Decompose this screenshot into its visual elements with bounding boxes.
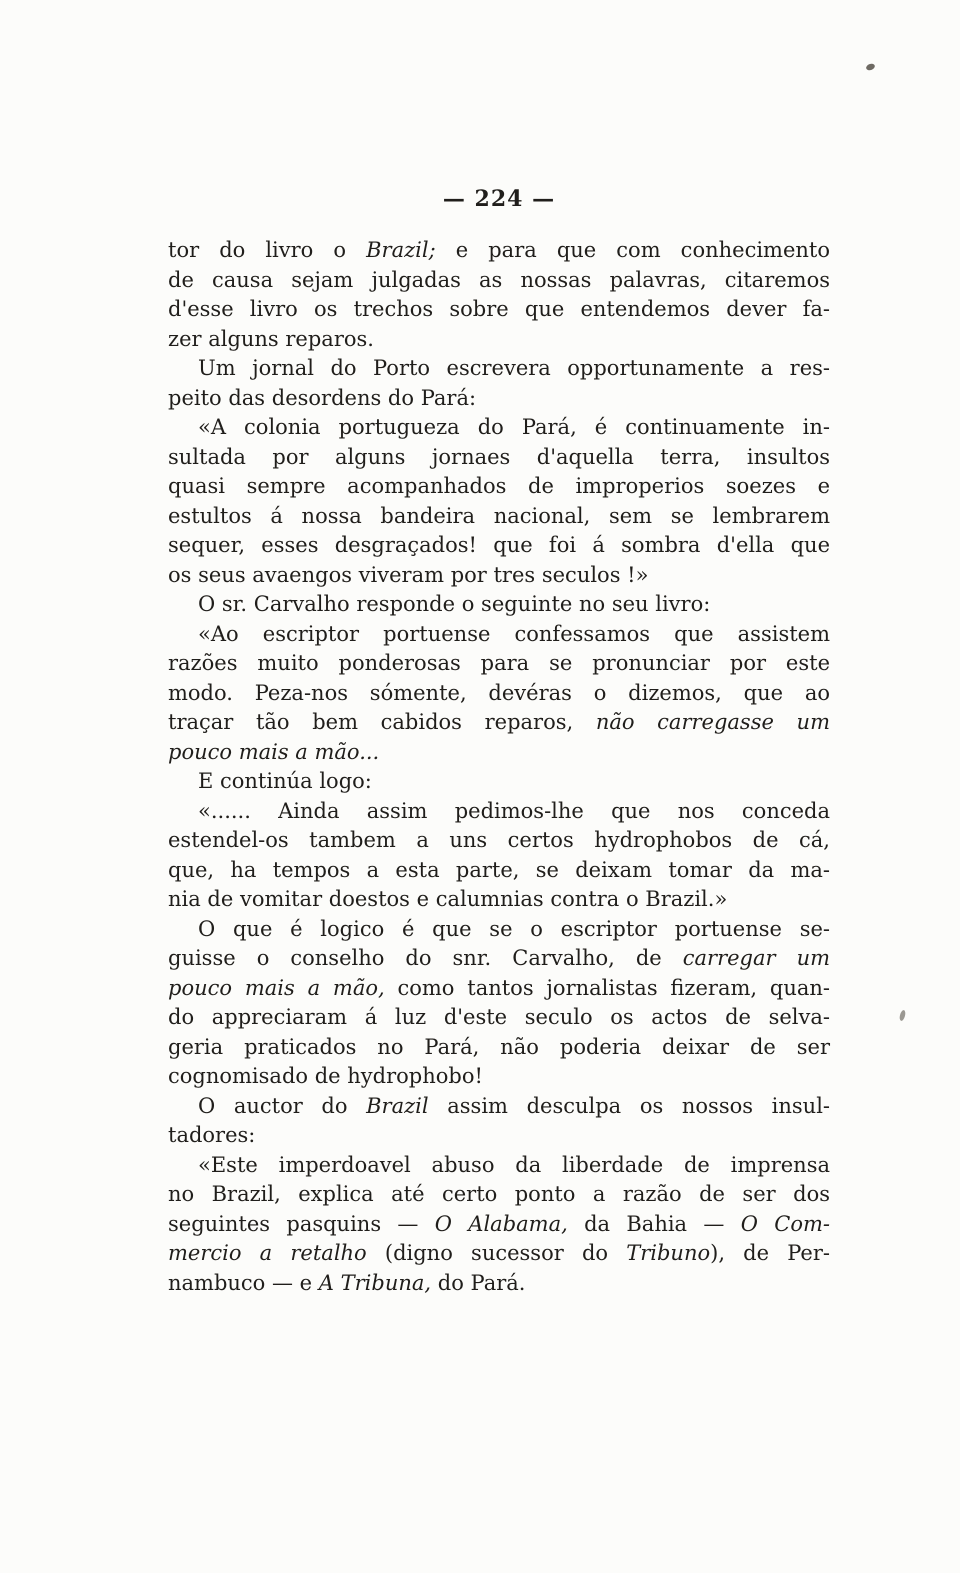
text-segment: Brazil;	[366, 238, 436, 262]
text-line	[168, 826, 830, 856]
text-line	[168, 1180, 830, 1210]
text-segment: nia de vomitar doestos e calumnias contra o Brazil.»	[168, 887, 728, 911]
text-segment: guisse o conselho do snr. Carvalho, de	[168, 946, 683, 970]
text-segment: modo. Peza-nos sómente, devéras o dizemos, que ao	[168, 680, 830, 705]
text-segment: (digno sucessor do	[366, 1241, 627, 1265]
text-line	[168, 767, 830, 797]
text-line	[168, 354, 830, 384]
text-segment: do Pará.	[431, 1270, 526, 1295]
text-segment: «A colonia portugueza do Pará, é continuamente in-	[198, 415, 830, 439]
text-line	[168, 590, 830, 620]
text-line	[168, 944, 830, 974]
paragraph	[168, 620, 830, 768]
text-line	[168, 974, 830, 1004]
text-segment: O que é logico é que se o escriptor portuense se-	[198, 916, 830, 941]
text-line	[168, 1121, 830, 1151]
paragraph	[168, 915, 830, 1092]
text-segment: cognomisado de hydrophobo!	[168, 1064, 483, 1088]
text-segment: O Com-	[740, 1211, 830, 1236]
text-segment: d'esse livro os trechos sobre que entendemos dever fa-	[168, 297, 830, 321]
text-segment: quasi sempre acompanhados de improperios soezes e	[168, 474, 830, 498]
text-segment: «Ao escriptor portuense confessamos que assistem	[198, 621, 830, 646]
text-segment: peito das desordens do Pará:	[168, 385, 477, 410]
text-line	[168, 1003, 830, 1033]
text-segment: O auctor do	[198, 1093, 367, 1118]
text-segment: de causa sejam julgadas as nossas palavras, citaremos	[168, 267, 830, 292]
paragraph	[168, 797, 830, 915]
text-segment: tadores:	[168, 1123, 256, 1147]
text-line	[168, 384, 830, 414]
text-segment: no Brazil, explica até certo ponto a razão de ser dos	[168, 1182, 830, 1206]
text-segment: como tantos jornalistas fizeram, quan-	[384, 975, 830, 1000]
text-segment: mercio a retalho	[168, 1241, 367, 1265]
text-segment: traçar tão bem cabidos reparos,	[168, 710, 596, 734]
page-body	[168, 236, 830, 1298]
text-segment: estendel-os tambem a uns certos hydrophobos de cá,	[168, 828, 830, 852]
page-number: — 224 —	[442, 186, 556, 212]
text-segment: Brazil	[366, 1093, 429, 1118]
scan-artifact	[865, 63, 876, 72]
text-segment: «Este imperdoavel abuso da liberdade de imprensa	[198, 1152, 830, 1177]
text-line	[168, 856, 830, 886]
text-segment: do appreciaram á luz d'este seculo os actos de selva-	[168, 1005, 830, 1029]
text-segment: pouco mais a mão...	[168, 739, 380, 764]
text-line	[168, 531, 830, 561]
text-line	[168, 620, 830, 650]
text-segment: zer alguns reparos.	[168, 326, 374, 351]
text-segment: O Alabama,	[434, 1211, 568, 1236]
paragraph	[168, 767, 830, 797]
text-segment: sequer, esses desgraçados! que foi á sombra d'ella que	[168, 533, 830, 557]
text-segment: ), de Per-	[710, 1241, 830, 1265]
text-segment: razões muito ponderosas para se pronunciar por este	[168, 651, 830, 675]
text-segment: os seus avaengos viveram por tres seculos !»	[168, 562, 649, 587]
paragraph	[168, 413, 830, 590]
paragraph	[168, 590, 830, 620]
text-segment: da Bahia —	[567, 1211, 741, 1236]
text-segment: seguintes pasquins —	[168, 1211, 435, 1236]
paragraph	[168, 1151, 830, 1299]
text-line	[168, 915, 830, 945]
text-segment: nambuco — e	[168, 1270, 319, 1295]
text-line	[168, 1151, 830, 1181]
text-line	[168, 1033, 830, 1063]
text-line	[168, 325, 830, 355]
text-line	[168, 443, 830, 473]
text-segment: O sr. Carvalho responde o seguinte no seu livro:	[198, 592, 711, 616]
text-segment: Um jornal do Porto escrevera opportunamente a res-	[198, 356, 830, 380]
text-segment: pouco mais a mão,	[168, 975, 385, 1000]
text-segment: geria praticados no Pará, não poderia deixar de ser	[168, 1034, 830, 1059]
paragraph	[168, 236, 830, 354]
text-line	[168, 1210, 830, 1240]
text-segment: E continúa logo:	[198, 769, 372, 793]
text-segment: sultada por alguns jornaes d'aquella terra, insultos	[168, 444, 830, 469]
text-line	[168, 708, 830, 738]
text-segment: assim desculpa os nossos insul-	[428, 1093, 830, 1118]
text-segment: carregar um	[682, 946, 831, 970]
text-line	[168, 266, 830, 296]
text-line	[168, 1269, 830, 1299]
text-line	[168, 649, 830, 679]
text-segment: e para que com conhecimento	[435, 238, 830, 262]
text-line	[168, 1092, 830, 1122]
text-line	[168, 295, 830, 325]
text-line	[168, 679, 830, 709]
text-line	[168, 502, 830, 532]
text-line	[168, 1062, 830, 1092]
text-segment: «...... Ainda assim pedimos-lhe que nos conceda	[198, 798, 830, 823]
text-line	[168, 885, 830, 915]
text-line	[168, 472, 830, 502]
paragraph	[168, 354, 830, 413]
scan-artifact	[899, 1010, 907, 1022]
text-segment: A Tribuna,	[318, 1270, 432, 1295]
text-segment: tor do livro o	[168, 238, 367, 262]
text-line	[168, 561, 830, 591]
paragraph	[168, 1092, 830, 1151]
text-line	[168, 236, 830, 266]
text-line	[168, 1239, 830, 1269]
text-line	[168, 797, 830, 827]
text-segment: não carregasse um	[595, 710, 830, 734]
text-line	[168, 738, 830, 768]
text-segment: estultos á nossa bandeira nacional, sem se lembrarem	[168, 503, 830, 528]
text-segment: que, ha tempos a esta parte, se deixam tomar da ma-	[168, 857, 830, 882]
text-segment: Tribuno	[626, 1241, 711, 1265]
text-line	[168, 413, 830, 443]
